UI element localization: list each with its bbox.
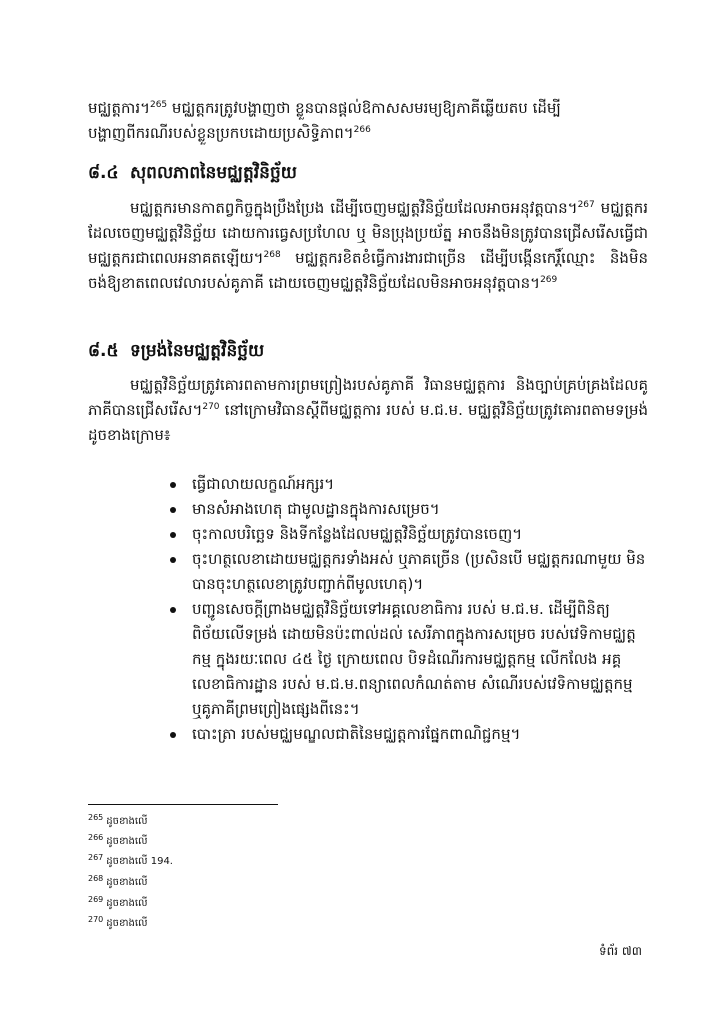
footnote	[88, 852, 173, 872]
paragraph-text: មជ្ឈត្តករខិតខំធ្វើការងារជាច្រើន ដើម្បីបង្កើនកេរ្តិ៍ឈ្មោះ និងមិនចង់ឱ្យខាតពេលវេលារបស់គូភាគី ដោយចេញមជ្ឈត្តវិនិច្ឆ័យដែលមិនអាចអនុវត្តបាន។	[88, 249, 648, 292]
footnote-text: ដូចខាងលើ	[106, 877, 148, 888]
footnote-number: 269	[88, 895, 104, 904]
list-item	[170, 547, 650, 597]
section-heading	[88, 338, 648, 364]
footnote-ref[interactable]: 270	[202, 402, 220, 412]
section-paragraph	[88, 196, 648, 296]
footnote-ref[interactable]: 266	[353, 125, 371, 135]
list-item-text: បញ្ជូនសេចក្តីព្រាងមជ្ឈត្តវិនិច្ឆ័យទៅអគ្គលេខាធិការ របស់ ម.ជ.ម. ដើម្បីពិនិត្យពិច័យលើទម្រង់ ដោយមិនប៉ះពាល់ដល់ សេរីភាពក្នុងការសម្រេច របស់វេទិកាមជ្ឈត្តកម្ម ក្នុងរយៈពេល ៤៥ ថ្ងៃ ក្រោយពេល បិទដំណើរការមជ្ឈត្តកម្ម លើកលែង អគ្គលេខាធិការដ្ឋាន របស់ ម.ជ.ម.ពន្យាពេលកំណត់តាម សំណើរបស់វេទិកាមជ្ឈត្តកម្ម ឬគូភាគីព្រមព្រៀងផ្សេងពីនេះ។	[192, 600, 636, 718]
bullet-icon	[170, 557, 176, 563]
footnote-ref[interactable]: 268	[263, 250, 281, 260]
paragraph-text: មជ្ឈត្តករដែលចេញមជ្ឈត្តវិនិច្ឆ័យ ដោយការធ្វេសប្រហែល ឬ មិនប្រុងប្រយ័ត្ន អាចនឹងមិនត្រូវបានជ្រើសរើសធ្វើជាមជ្ឈត្តករជាពេលអនាគតឡើយ។	[88, 199, 648, 267]
list-item	[170, 497, 650, 522]
footnote-text: ដូចខាងលើ 194.	[106, 856, 173, 867]
list-item	[170, 722, 650, 747]
bullet-icon	[170, 507, 176, 513]
intro-paragraph	[88, 96, 648, 146]
section-heading	[88, 160, 648, 186]
paragraph-text: នៅក្រោមវិធានស្តីពីមជ្ឈត្តការ របស់ ម.ជ.ម. មជ្ឈត្តវិនិច្ឆ័យត្រូវគោរពតាមទម្រង់ដូចខាងក្រោម៖	[88, 401, 648, 444]
list-item	[170, 597, 650, 722]
footnote-ref[interactable]: 267	[577, 200, 595, 210]
footnote-number: 265	[88, 813, 104, 822]
list-item-text: ចុះកាលបរិច្ឆេទ និងទីកន្លែងដែលមជ្ឈត្តវិនិច្ឆ័យត្រូវបានចេញ។	[192, 525, 523, 543]
footnote	[88, 832, 148, 852]
paragraph-text: មជ្ឈត្តករមានកាតព្វកិច្ចក្នុងប្រឹងប្រែង ដើម្បីចេញមជ្ឈត្តវិនិច្ឆ័យដែលអាចអនុវត្តបាន។	[130, 199, 578, 217]
section-title: ទម្រង់នៃមជ្ឈត្តវិនិច្ឆ័យ	[130, 341, 265, 361]
paragraph-text: មជ្ឈត្តវិនិច្ឆ័យត្រូវគោរពតាមការព្រមព្រៀងរបស់គូភាគី វិធានមជ្ឈត្តការ និងច្បាប់គ្រប់គ្រងដែលគូភាគីបានជ្រើសរើស។	[88, 376, 648, 419]
bullet-icon	[170, 607, 176, 613]
footnote-text: ដូចខាងលើ	[106, 898, 148, 909]
footnote-divider	[88, 804, 278, 805]
section-number: ៨.៥	[88, 341, 119, 361]
list-item-text: បោះត្រា របស់មជ្ឈមណ្ឌលជាតិនៃមជ្ឈត្តការផ្នែកពាណិជ្ជកម្ម។	[192, 725, 521, 743]
bullet-icon	[170, 482, 176, 488]
section-paragraph	[88, 373, 648, 448]
bullet-icon	[170, 732, 176, 738]
list-item-text: ចុះហត្ថលេខាដោយមជ្ឈត្តករទាំងអស់ ឬភាគច្រើន (ប្រសិនបើ មជ្ឈត្តករណាមួយ មិនបានចុះហត្ថលេខាត្រូវបញ្ជាក់ពីមូលហេតុ)។	[192, 550, 646, 593]
list-item	[170, 472, 650, 497]
bullet-icon	[170, 532, 176, 538]
footnote-number: 266	[88, 833, 104, 842]
footnote-text: ដូចខាងលើ	[106, 816, 148, 827]
footnote-number: 270	[88, 915, 104, 924]
footnote	[88, 894, 148, 914]
footnote	[88, 873, 148, 893]
footnote-number: 267	[88, 853, 104, 862]
intro-line1-text: មជ្ឈត្តការ។	[88, 99, 150, 117]
bullet-list	[170, 472, 650, 747]
intro-line1-text: មជ្ឈត្តករត្រូវបង្ហាញថា ខ្លួនបានផ្តល់ឱកាសសមរម្យឱ្យភាគីឆ្លើយតប ដើម្បី	[167, 99, 561, 117]
footnote-ref[interactable]: 269	[540, 275, 558, 285]
footnote	[88, 812, 148, 832]
list-item-text: មានសំអាងហេតុ ជាមូលដ្ឋានក្នុងការសម្រេច។	[192, 500, 440, 518]
list-item	[170, 522, 650, 547]
page-number: ទំព័រ ៧៣	[599, 944, 642, 958]
intro-line2-text: បង្ហាញពីករណីរបស់ខ្លួនប្រកបដោយប្រសិទ្ធិភាព។	[88, 124, 354, 142]
footnote-number: 268	[88, 874, 104, 883]
footnote	[88, 914, 148, 934]
section-number: ៨.៤	[88, 163, 119, 183]
list-item-text: ធ្វើជាលាយលក្ខណ៍អក្សរ។	[192, 475, 335, 493]
footnote-ref[interactable]: 265	[149, 100, 168, 110]
section-title: សុពលភាពនៃមជ្ឈត្តវិនិច្ឆ័យ	[130, 163, 297, 183]
footnote-text: ដូចខាងលើ	[106, 918, 148, 929]
footnote-text: ដូចខាងលើ	[106, 836, 148, 847]
